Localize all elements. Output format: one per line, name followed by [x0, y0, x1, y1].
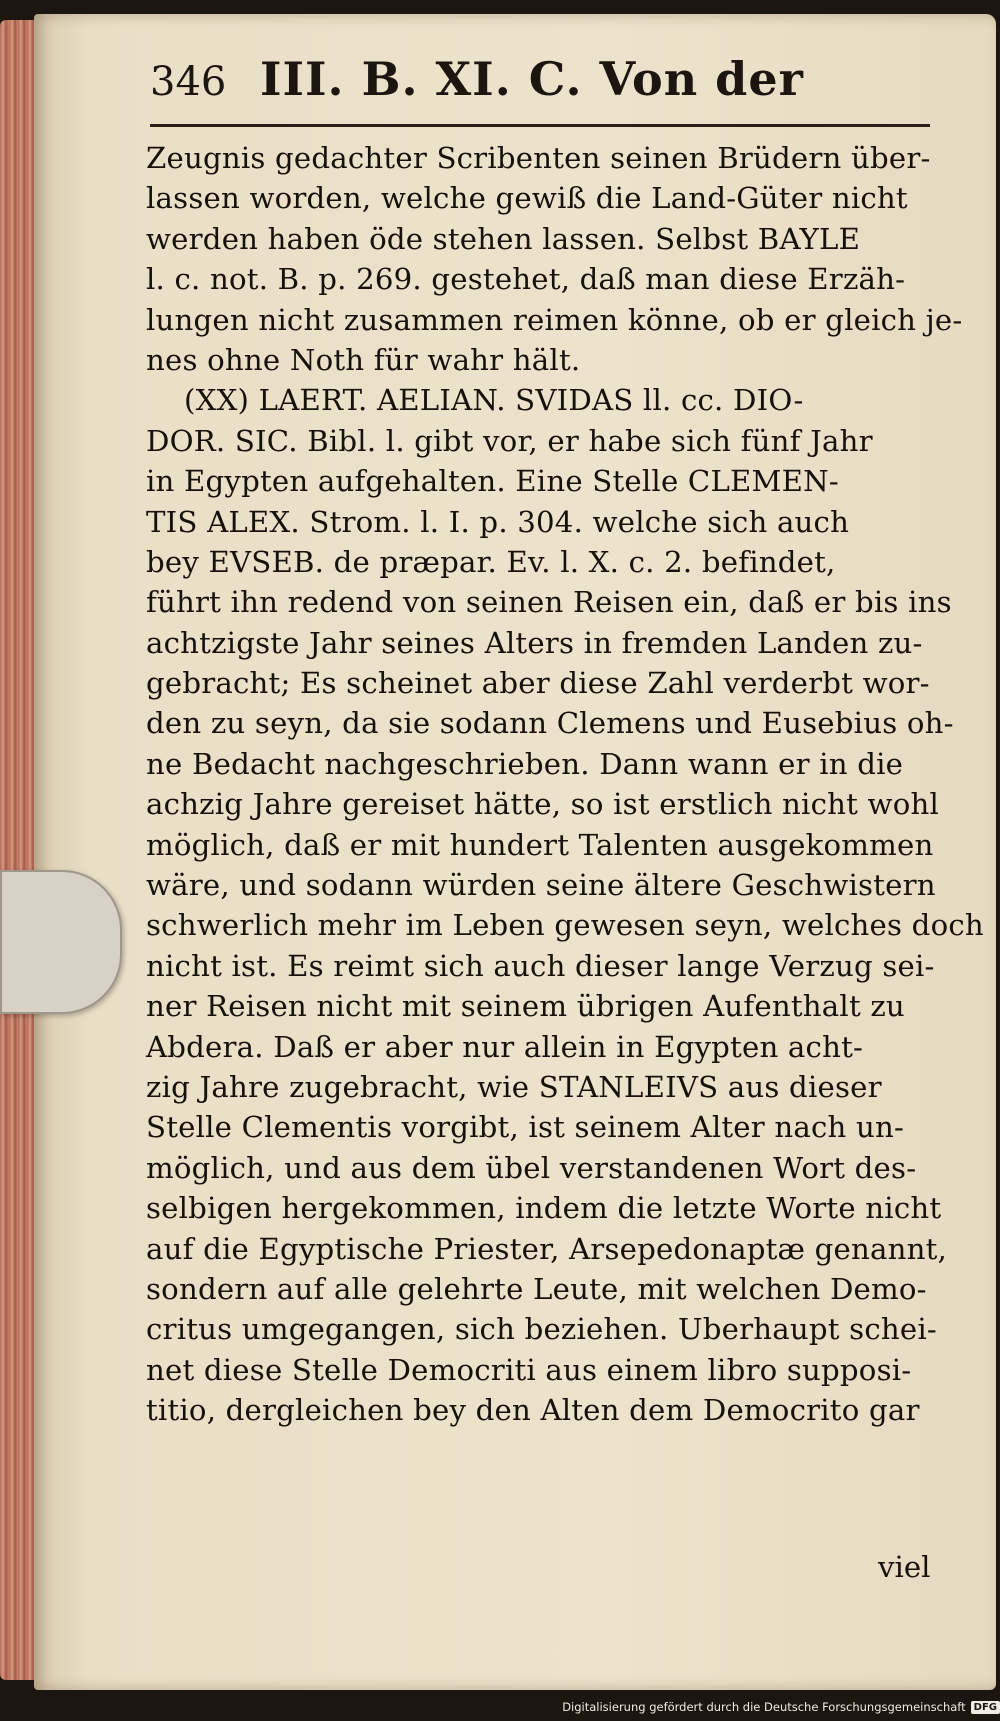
text-line: gebracht; Es scheinet aber diese Zahl verderbt wor-	[146, 666, 930, 701]
text-line: titio, dergleichen bey den Alten dem Democrito gar	[146, 1393, 920, 1428]
text-line: ner Reisen nicht mit seinem übrigen Aufenthalt zu	[146, 989, 905, 1024]
text-line: Abdera. Daß er aber nur allein in Egypten acht-	[146, 1029, 864, 1064]
footnote-start-line: (XX) LAERT. AELIAN. SVIDAS ll. cc. DIO-	[184, 383, 804, 418]
text-line: nicht ist. Es reimt sich auch dieser lange Verzug sei-	[146, 948, 935, 983]
text-line: lassen worden, welche gewiß die Land-Güter nicht	[146, 181, 908, 216]
text-line: den zu seyn, da sie sodann Clemens und Eusebius oh-	[146, 706, 954, 741]
text-line: bey EVSEB. de præpar. Ev. l. X. c. 2. befindet,	[146, 544, 836, 579]
text-line: TIS ALEX. Strom. l. I. p. 304. welche sich auch	[146, 504, 850, 539]
text-line: auf die Egyptische Priester, Arsepedonaptæ genannt,	[146, 1231, 948, 1266]
catchword: viel	[878, 1550, 931, 1584]
dfg-logo: DFG	[971, 1701, 1000, 1714]
text-line: l. c. not. B. p. 269. gestehet, daß man diese Erzäh-	[146, 262, 906, 297]
running-title: III. B. XI. C. Von der	[260, 52, 804, 106]
text-line: werden haben öde stehen lassen. Selbst BAYLE	[146, 221, 861, 256]
page-header	[150, 52, 930, 116]
page-number: 346	[150, 59, 227, 105]
text-line: sondern auf alle gelehrte Leute, mit welchen Demo-	[146, 1271, 927, 1306]
text-line: lungen nicht zusammen reimen könne, ob er gleich je-	[146, 302, 963, 337]
text-line: selbigen hergekommen, indem die letzte Worte nicht	[146, 1191, 942, 1226]
header-rule	[150, 124, 930, 127]
credit-text: Digitalisierung gefördert durch die Deutsche Forschungsgemeinschaft	[562, 1700, 966, 1714]
text-line: möglich, daß er mit hundert Talenten ausgekommen	[146, 827, 934, 862]
text-line: schwerlich mehr im Leben gewesen seyn, welches doch	[146, 908, 984, 943]
text-line: DOR. SIC. Bibl. l. gibt vor, er habe sich fünf Jahr	[146, 423, 873, 458]
text-line: net diese Stelle Democriti aus einem libro supposi-	[146, 1352, 912, 1387]
text-line: achtzigste Jahr seines Alters in fremden Landen zu-	[146, 625, 923, 660]
text-line: möglich, und aus dem übel verstandenen Wort des-	[146, 1150, 917, 1185]
text-line: wäre, und sodann würden seine ältere Geschwistern	[146, 868, 936, 903]
text-line: führt ihn redend von seinen Reisen ein, daß er bis ins	[146, 585, 952, 620]
text-line: critus umgegangen, sich beziehen. Uberhaupt schei-	[146, 1312, 937, 1347]
text-line: Stelle Clementis vorgibt, ist seinem Alter nach un-	[146, 1110, 905, 1145]
digitization-credit	[560, 1696, 1000, 1718]
text-line: Zeugnis gedachter Scribenten seinen Brüdern über-	[146, 141, 931, 175]
text-line: ne Bedacht nachgeschrieben. Dann wann er in die	[146, 746, 904, 781]
text-line: nes ohne Noth für wahr hält.	[146, 342, 581, 377]
text-line: in Egypten aufgehalten. Eine Stelle CLEMEN-	[146, 464, 839, 499]
text-line: zig Jahre zugebracht, wie STANLEIVS aus dieser	[146, 1069, 882, 1104]
text-line: achzig Jahre gereiset hätte, so ist erstlich nicht wohl	[146, 787, 940, 822]
bookmark-tab	[0, 870, 122, 1014]
page-body-text	[146, 138, 984, 1431]
